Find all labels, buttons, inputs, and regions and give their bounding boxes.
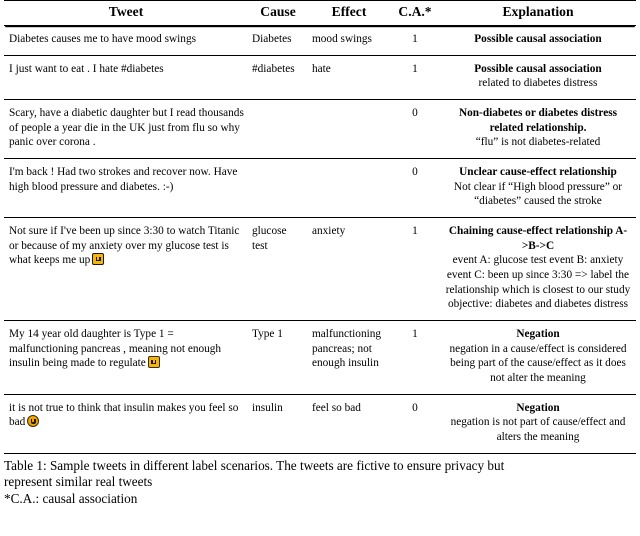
cell-explanation xyxy=(440,159,636,218)
cell-explanation xyxy=(440,100,636,159)
cell-effect xyxy=(308,100,390,159)
table-row xyxy=(4,218,636,321)
table-row xyxy=(4,55,636,99)
table-body xyxy=(4,26,636,454)
tweet-text: it is not true to think that insulin makes you feel so bad xyxy=(9,401,239,429)
cell-explanation xyxy=(440,321,636,395)
table-row xyxy=(4,159,636,218)
cell-effect: malfunctioning pancreas; not enough insulin xyxy=(308,321,390,395)
cell-explanation xyxy=(440,26,636,56)
sample-tweets-table xyxy=(4,0,636,454)
cell-causal-association: 1 xyxy=(412,33,418,45)
worried-face-emoji xyxy=(148,356,160,368)
cell-effect: mood swings xyxy=(312,33,372,45)
explanation-detail: negation in a cause/effect is considered being part of the cause/effect as it does not alter the meaning xyxy=(449,342,627,385)
explanation-title: Unclear cause-effect relationship xyxy=(459,166,617,179)
cell-tweet: I just want to eat . I hate #diabetes xyxy=(4,55,248,99)
explanation-title: Negation xyxy=(516,401,560,414)
explanation-detail: “flu” is not diabetes-related xyxy=(475,136,601,149)
explanation-title: Chaining cause-effect relationship A->B->C xyxy=(448,225,628,252)
cell-tweet: Diabetes causes me to have mood swings xyxy=(9,33,196,45)
tweet-text: My 14 year old daughter is Type 1 = malfunctioning pancreas , meaning not enough insulin being made to regulate xyxy=(9,328,222,370)
explanation-detail: related to diabetes distress xyxy=(478,77,598,90)
cell-tweet: I'm back ! Had two strokes and recover now. Have high blood pressure and diabetes. :-) xyxy=(4,159,248,218)
cell-cause: insulin xyxy=(248,394,308,453)
table-header-row xyxy=(4,1,636,26)
column-header-ca: C.A.* xyxy=(398,4,432,19)
explanation-detail: Not clear if “High blood pressure” or “diabetes” caused the stroke xyxy=(453,180,623,208)
cell-causal-association: 0 xyxy=(390,159,440,218)
cell-cause: glucose test xyxy=(248,218,308,321)
table-row xyxy=(4,394,636,453)
table-footnote: *C.A.: causal association xyxy=(4,490,138,506)
explanation-title: Possible causal association xyxy=(474,33,602,45)
cell-explanation xyxy=(440,55,636,99)
table-caption xyxy=(4,458,636,491)
column-header-cause: Cause xyxy=(260,4,296,19)
cell-tweet xyxy=(4,394,248,453)
table-header xyxy=(4,1,636,26)
explanation-detail: event A: glucose test event B: anxiety event C: been up since 3:30 => label the relationship which is closest to our study objective: diabetes and diabetes distress xyxy=(445,254,631,311)
cell-causal-association: 1 xyxy=(390,218,440,321)
cell-cause: #diabetes xyxy=(248,55,308,99)
cell-effect: hate xyxy=(308,55,390,99)
cell-explanation xyxy=(440,218,636,321)
tweet-text: Not sure if I've been up since 3:30 to watch Titanic or because of my anxiety over my glucose test is what keeps me up xyxy=(9,225,240,267)
table-row xyxy=(4,26,636,56)
cell-cause xyxy=(248,100,308,159)
explanation-detail: negation is not part of cause/effect and alters the meaning xyxy=(450,416,626,444)
neutral-face-emoji xyxy=(92,253,104,265)
cell-cause xyxy=(248,159,308,218)
cell-tweet: Scary, have a diabetic daughter but I read thousands of people a year die in the UK just from flu so why panic over corona . xyxy=(4,100,248,159)
cell-cause: Type 1 xyxy=(248,321,308,395)
explanation-title: Negation xyxy=(516,328,560,341)
cell-causal-association: 1 xyxy=(390,321,440,395)
column-header-explanation: Explanation xyxy=(502,4,574,19)
cell-effect xyxy=(308,159,390,218)
column-header-tweet: Tweet xyxy=(108,4,144,19)
column-header-effect: Effect xyxy=(331,4,367,19)
cell-tweet xyxy=(4,218,248,321)
cell-tweet xyxy=(4,321,248,395)
cell-causal-association: 0 xyxy=(390,394,440,453)
explanation-title: Non-diabetes or diabetes distress related relationship. xyxy=(458,107,618,134)
cell-explanation xyxy=(440,394,636,453)
caption-line-2: represent similar real tweets xyxy=(4,474,153,490)
cell-effect: anxiety xyxy=(308,218,390,321)
explanation-title: Possible causal association xyxy=(474,62,602,75)
upside-down-face-emoji xyxy=(27,415,39,427)
cell-effect: feel so bad xyxy=(308,394,390,453)
table-row xyxy=(4,100,636,159)
table-bottom-rule-row xyxy=(4,453,636,454)
caption-line-1: Table 1: Sample tweets in different label scenarios. The tweets are fictive to ensure privacy but xyxy=(4,457,505,473)
cell-causal-association: 0 xyxy=(390,100,440,159)
cell-cause: Diabetes xyxy=(252,33,292,45)
table-row xyxy=(4,321,636,395)
cell-causal-association: 1 xyxy=(390,55,440,99)
